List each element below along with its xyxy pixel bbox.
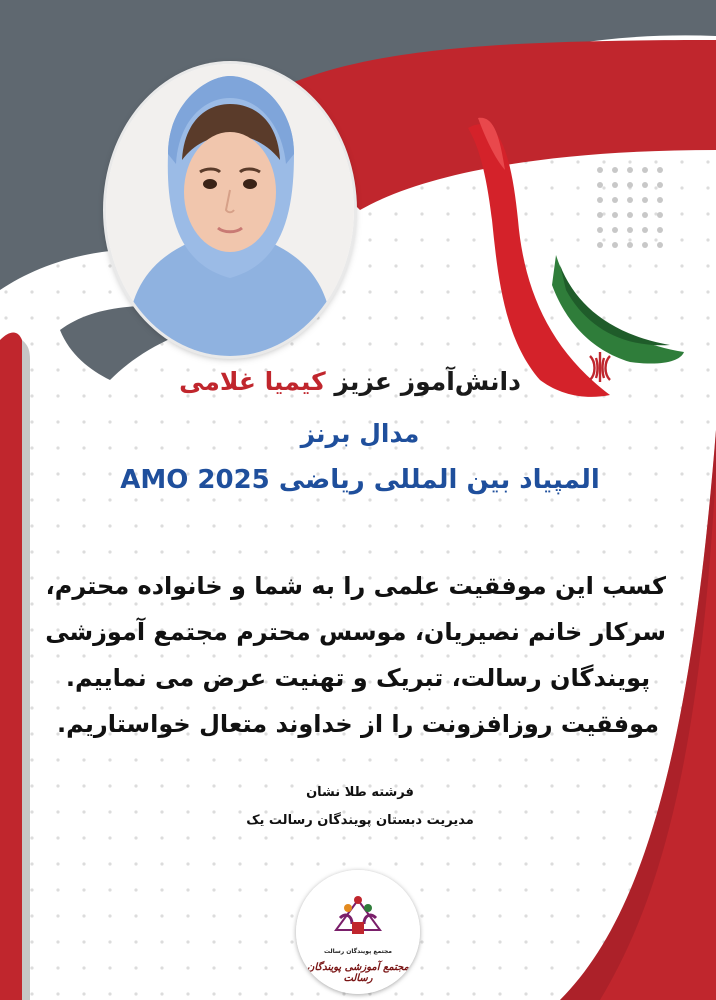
message-line: پویندگان رسالت، تبریک و تهنیت عرض می نماییم. <box>65 664 651 692</box>
signature-role: مدیریت دبستان پویندگان رسالت یک <box>246 813 474 828</box>
portrait-illustration <box>106 64 354 356</box>
headline <box>130 367 570 396</box>
award-title: مدال برنز <box>300 419 420 448</box>
congratulation-message <box>45 563 666 747</box>
student-photo <box>106 64 354 356</box>
message-line: سرکار خانم نصیریان، موسس محترم مجتمع آموزشی <box>45 618 666 646</box>
school-logo-icon <box>296 870 420 994</box>
message-line: موفقیت روزافزونت را از خداوند متعال خواستاریم. <box>56 710 660 738</box>
olympiad-title: المپیاد بین المللی ریاضی AMO 2025 <box>120 465 600 495</box>
student-name: کیمیا غلامی <box>179 367 326 396</box>
logo-caption: مجتمع پویندگان رسالت <box>323 948 393 955</box>
signature-name: فرشته طلا نشان <box>306 785 414 800</box>
headline-prefix: دانش‌آموز عزیز <box>334 367 521 396</box>
message-line: کسب این موفقیت علمی را به شما و خانواده محترم، <box>45 572 666 600</box>
logo-script: مجتمع آموزشی پویندگان رسالت <box>307 962 409 984</box>
